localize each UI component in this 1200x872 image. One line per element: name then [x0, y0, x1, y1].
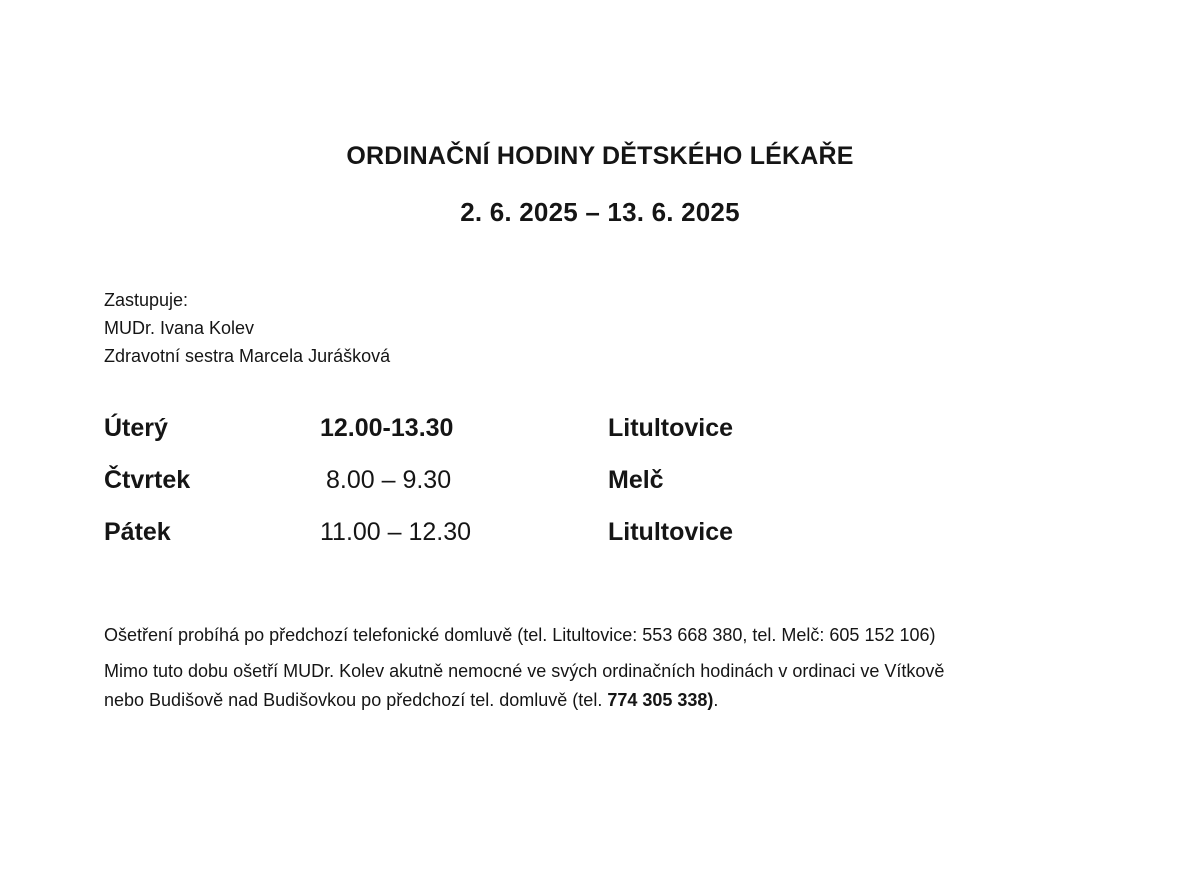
schedule-time: 8.00 – 9.30 [326, 466, 452, 494]
outside-hours-note [104, 657, 1089, 715]
schedule-place: Melč [608, 466, 664, 494]
schedule-row [104, 414, 904, 466]
outside-hours-suffix: . [713, 690, 719, 710]
schedule-row [104, 466, 904, 518]
notes-block [104, 621, 1104, 715]
document-title: ORDINAČNÍ HODINY DĚTSKÉHO LÉKAŘE [346, 142, 854, 170]
schedule-place: Litultovice [608, 518, 734, 546]
schedule-day: Pátek [104, 518, 171, 546]
emergency-phone: 774 305 338) [607, 690, 714, 710]
substitute-doctor: MUDr. Ivana Kolev [104, 318, 255, 338]
schedule-table [104, 414, 904, 570]
schedule-place: Litultovice [608, 414, 734, 442]
schedule-row [104, 518, 904, 570]
schedule-day: Čtvrtek [104, 466, 191, 494]
schedule-day: Úterý [104, 414, 168, 442]
outside-hours-text: nebo Budišově nad Budišovkou po předchozí tel. domluvě (tel. [104, 690, 608, 710]
appointment-note: Ošetření probíhá po předchozí telefonické domluvě (tel. Litultovice: 553 668 380, tel. Melč: 605 152 106) [104, 625, 936, 645]
outside-hours-line-1: Mimo tuto dobu ošetří MUDr. Kolev akutně nemocné ve svých ordinačních hodinách v ordinaci ve Vítkově [104, 661, 945, 681]
substitute-label: Zastupuje: [104, 290, 189, 310]
schedule-time: 11.00 – 12.30 [320, 518, 472, 546]
outside-hours-line-2 [104, 686, 1089, 715]
substitute-block [104, 286, 390, 370]
schedule-time: 12.00-13.30 [320, 414, 454, 442]
date-range: 2. 6. 2025 – 13. 6. 2025 [460, 197, 740, 227]
substitute-nurse: Zdravotní sestra Marcela Jurášková [104, 346, 391, 366]
